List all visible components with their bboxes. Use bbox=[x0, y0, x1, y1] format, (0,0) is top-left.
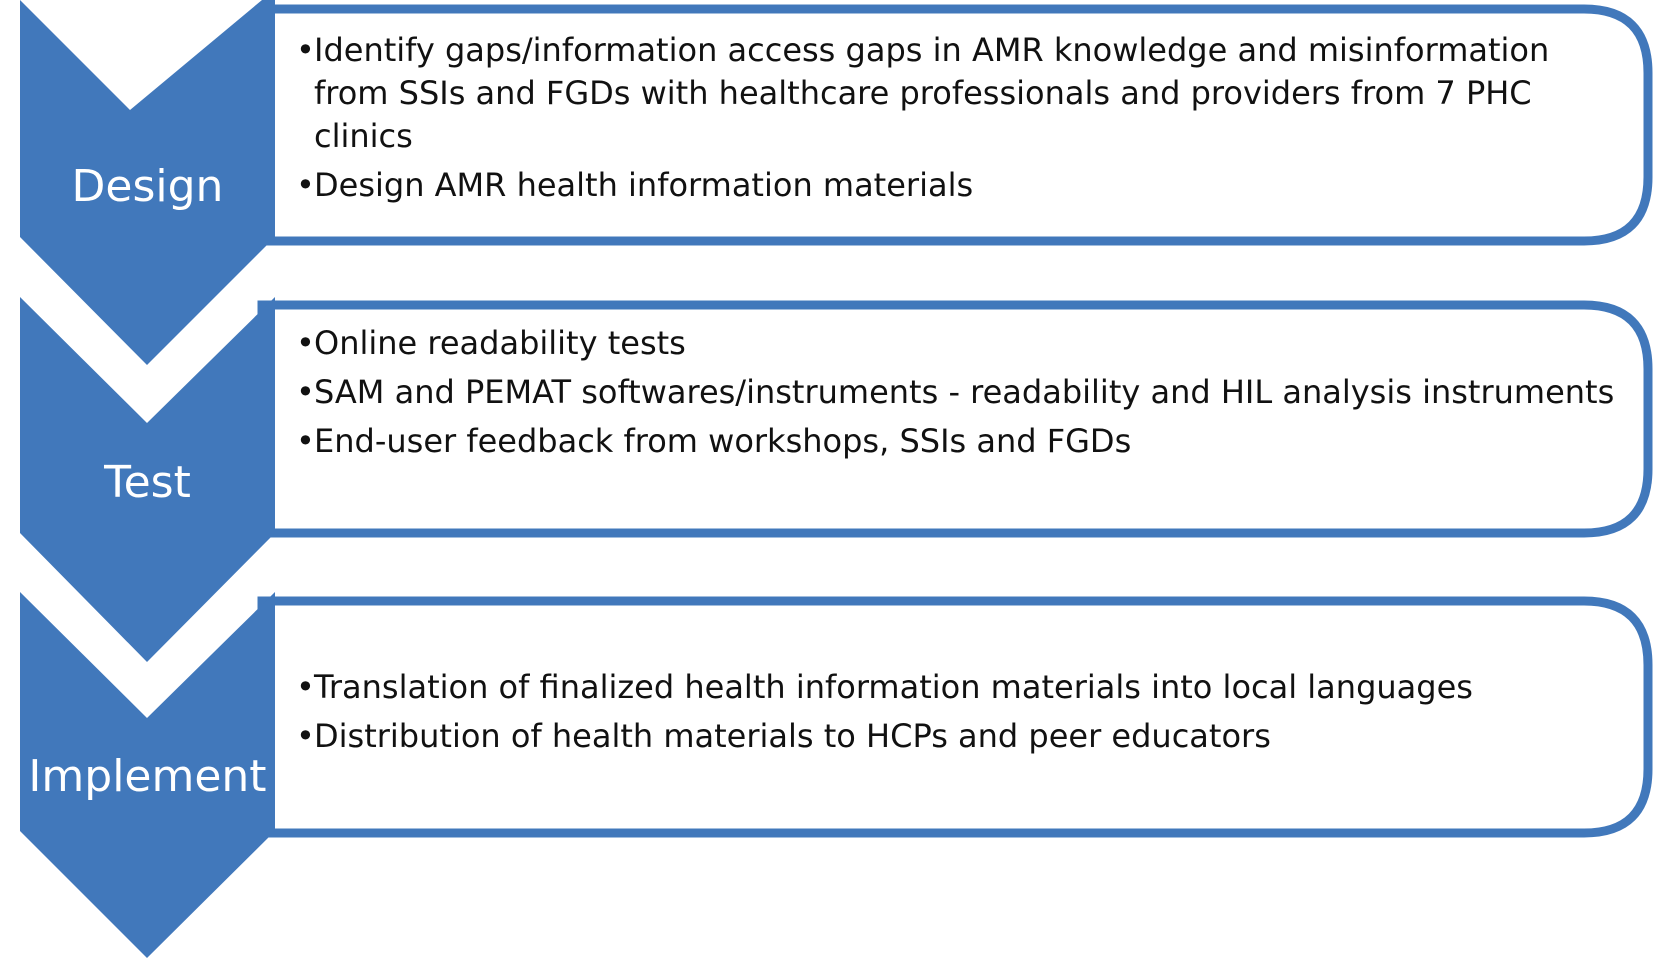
list-item: • Design AMR health information materials bbox=[296, 164, 1626, 207]
list-item: • End-user feedback from workshops, SSIs and FGDs bbox=[296, 420, 1626, 463]
list-item: • Online readability tests bbox=[296, 322, 1626, 365]
test-bullet-list bbox=[296, 322, 1626, 469]
list-item: • Distribution of health materials to HCPs and peer educators bbox=[296, 715, 1626, 758]
design-bullet-list bbox=[296, 29, 1626, 213]
list-item: • Translation of finalized health information materials into local languages bbox=[296, 666, 1626, 709]
list-item: • Identify gaps/information access gaps in AMR knowledge and misinformation from SSIs and FGDs with healthcare professionals and providers from 7 PHC clinics bbox=[296, 29, 1626, 158]
list-item: • SAM and PEMAT softwares/instruments - readability and HIL analysis instruments bbox=[296, 371, 1626, 414]
implement-bullet-list bbox=[296, 666, 1626, 764]
test-stage-label: Test bbox=[104, 457, 191, 508]
implement-stage-label: Implement bbox=[28, 751, 267, 802]
design-stage-label: Design bbox=[71, 161, 224, 212]
